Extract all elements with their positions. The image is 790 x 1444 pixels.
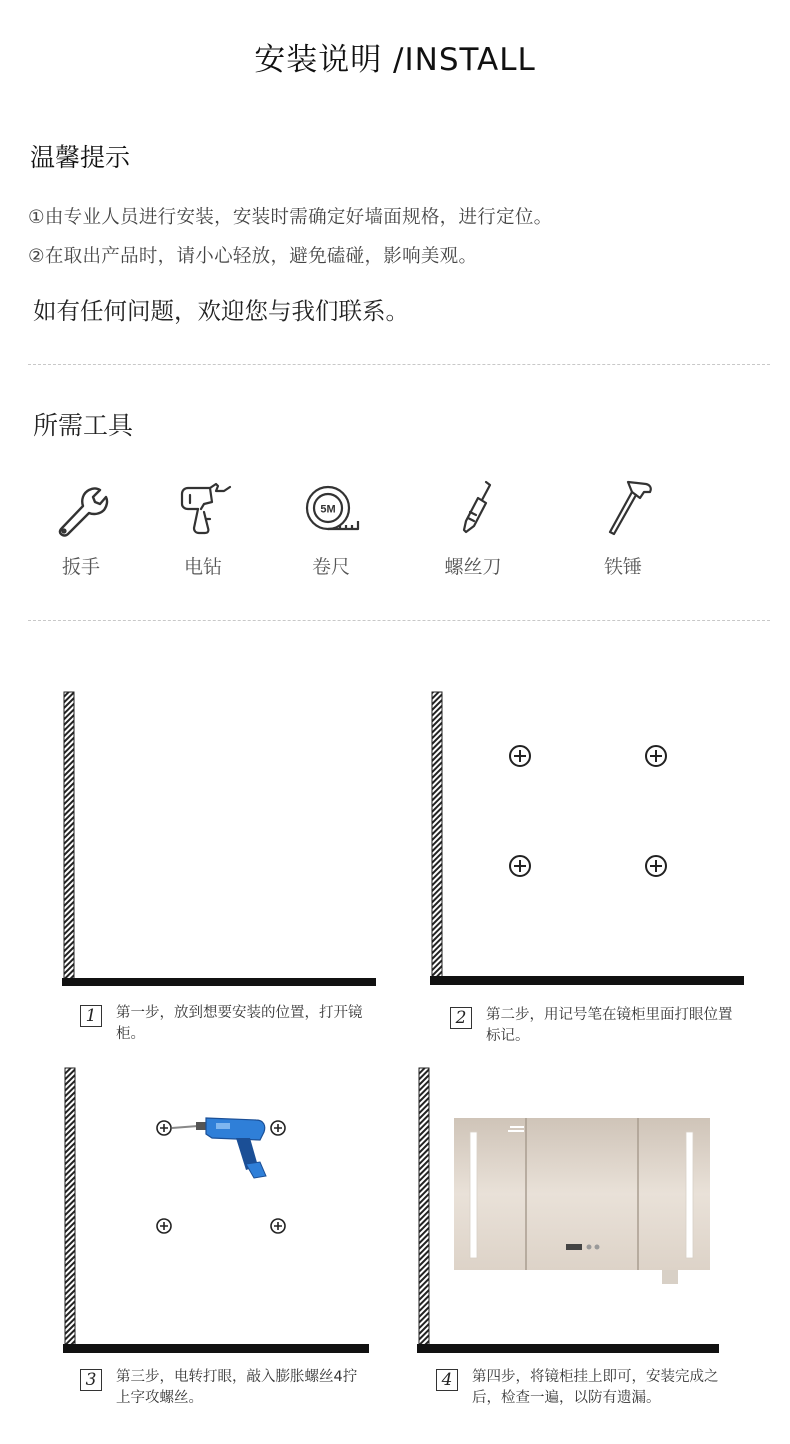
step-text: 第三步，电转打眼，敲入膨胀螺丝4拧上字攻螺丝。	[116, 1369, 358, 1406]
tape-measure-icon	[304, 478, 360, 538]
tool-label: 卷尺	[311, 556, 350, 578]
step-text: 第一步，放到想要安装的位置，打开镜柜。	[116, 1005, 363, 1042]
page-title: 安装说明 /INSTALL	[254, 42, 536, 78]
mirror-cabinet	[454, 1118, 710, 1284]
tools-heading: 所需工具	[33, 411, 134, 440]
tool-item-hammer	[568, 478, 678, 578]
tool-item-wrench	[26, 478, 136, 578]
tool-label: 电钻	[183, 556, 222, 578]
step-panel-4	[414, 1066, 724, 1358]
step-number: 2	[450, 1007, 472, 1029]
step-text: 第四步，将镜柜挂上即可，安装完成之后，检查一遍，以防有遗漏。	[472, 1369, 719, 1406]
step-number: 3	[80, 1369, 102, 1391]
step-caption-1	[80, 1003, 380, 1049]
electric-drill-icon	[172, 1118, 266, 1178]
wall-with-marks-illustration	[428, 690, 746, 990]
step-number: 1	[80, 1005, 102, 1027]
step-caption-3	[80, 1367, 380, 1413]
tool-item-screwdriver	[418, 478, 528, 578]
wrench-icon	[54, 478, 110, 538]
divider	[28, 620, 770, 621]
tool-label: 铁锤	[603, 556, 642, 578]
tool-item-drill	[148, 478, 258, 578]
step-caption-4	[436, 1367, 746, 1413]
wall-illustration	[58, 690, 378, 990]
screwdriver-icon	[446, 478, 502, 538]
mounted-cabinet-illustration	[414, 1066, 724, 1358]
tip-line-1: ①由专业人员进行安装，安装时需确定好墙面规格，进行定位。	[28, 207, 553, 228]
tool-item-tape-measure	[276, 478, 386, 578]
step-panel-2	[428, 690, 746, 990]
tool-label: 螺丝刀	[444, 556, 502, 578]
svg-text:5M: 5M	[320, 503, 336, 516]
step-caption-2	[450, 1005, 750, 1051]
step-number: 4	[436, 1369, 458, 1391]
step-panel-3	[60, 1066, 370, 1358]
divider	[28, 364, 770, 365]
step-panel-1	[58, 690, 378, 990]
tip-line-2: ②在取出产品时，请小心轻放，避免磕碰，影响美观。	[28, 246, 478, 267]
contact-text: 如有任何问题，欢迎您与我们联系。	[33, 297, 409, 325]
drill-icon	[176, 478, 232, 538]
drilling-illustration	[60, 1066, 370, 1358]
tips-heading: 温馨提示	[30, 143, 131, 172]
step-text: 第二步，用记号笔在镜柜里面打眼位置标记。	[486, 1007, 733, 1044]
tool-label: 扳手	[61, 556, 100, 578]
hammer-icon	[596, 478, 652, 538]
